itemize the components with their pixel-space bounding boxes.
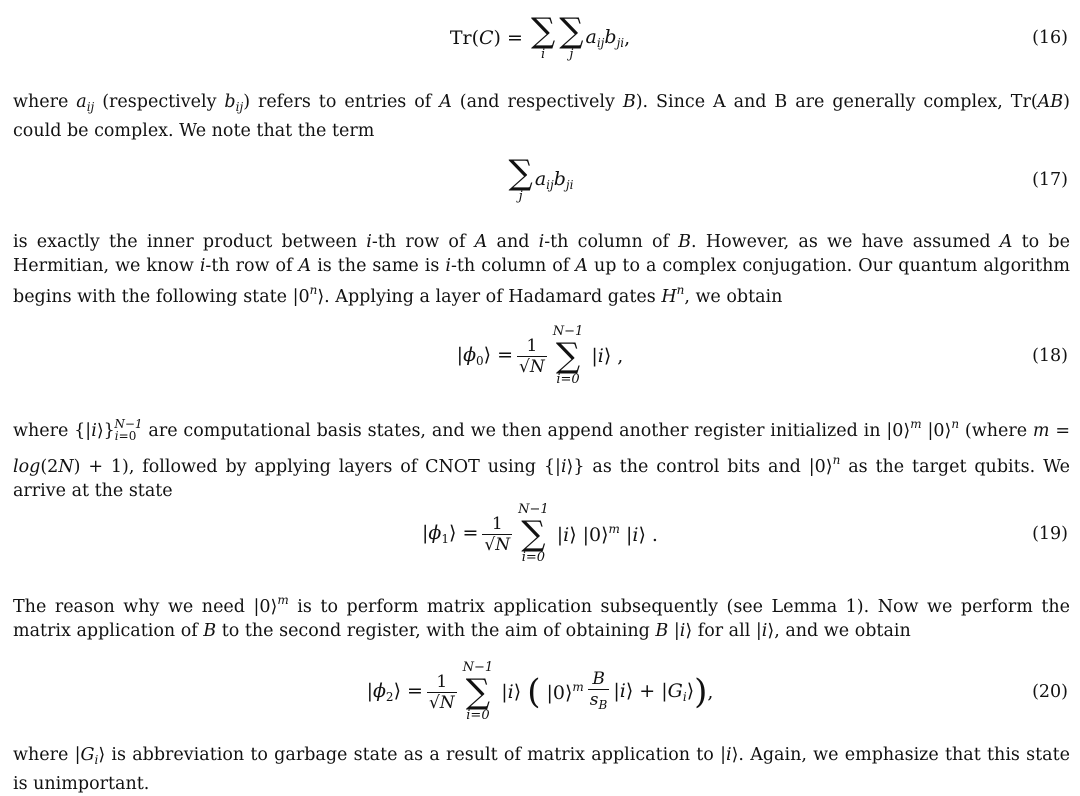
equation-20 <box>0 652 1080 732</box>
paragraph-text: is exactly the inner product between i-th row of A and i-th column of B. However, as we have assumed A to be Hermitian, we know i-th row of A is the same is i-th column of A up to a complex conjugation. Our quantum algorithm begins with the following state |0$^n$⟩. Applying a layer of Hadamard gates $H^n$, we obtain <box>13 232 1070 307</box>
paragraph <box>13 412 1070 503</box>
paragraph-text: where $|G_i⟩$ is abbreviation to garbage state as a result of matrix application to |i⟩. Again, we emphasize that this state is unimportant. <box>13 745 1070 794</box>
equation-18-body: $|\phi_0⟩$ = $\frac{1}{√N}$ N−1 ∑ i=0 |i⟩ , <box>456 324 624 387</box>
equation-number: (16) <box>1032 28 1068 48</box>
equation-17-body: ∑ j $a_{ij}b_{ji}$ <box>508 153 574 204</box>
equation-16-body: Tr(C) = ∑ i ∑ j $a_{ij}b_{ji}$ , <box>449 11 631 62</box>
equation-number: (17) <box>1032 170 1068 190</box>
paragraph <box>13 588 1070 643</box>
paragraph <box>13 230 1070 309</box>
equation-20-body: $|\phi_2⟩$ = $\frac{1}{√N}$ N−1 ∑ i=0 |i⟩ ( |0⟩$^m$ $\frac{B}{s_B}$ |i⟩ + $|G_i⟩$ ) , <box>366 660 714 723</box>
equation-19 <box>0 496 1080 572</box>
equation-number: (19) <box>1032 524 1068 544</box>
equation-18 <box>0 318 1080 394</box>
equation-19-body: $|\phi_1⟩$ = $\frac{1}{√N}$ N−1 ∑ i=0 |i⟩ |0⟩$^m$ |i⟩ . <box>422 502 658 565</box>
equation-17 <box>0 148 1080 212</box>
paragraph <box>13 90 1070 143</box>
paragraph <box>13 743 1070 796</box>
equation-number: (20) <box>1032 682 1068 702</box>
paragraph-text: The reason why we need |0⟩$^m$ is to perform matrix application subsequently (see Lemma 1). Now we perform the matrix application of B to the second register, with the aim of obtaining B |i⟩ for all |i⟩, and we obtain <box>13 593 1070 641</box>
equation-16 <box>0 8 1080 68</box>
paragraph-text: where $\{|i⟩\}_{i=0}^{N-1}$ are computational basis states, and we then append another register initialized in |0⟩$^m$ |0⟩$^n$ (where m = log(2N) + 1), followed by applying layers of CNOT using {|i⟩} as the control bits and |0⟩$^n$ as the target qubits. We arrive at the state <box>13 417 1071 501</box>
paragraph-text: where $a_{ij}$ (respectively $b_{ij}$) refers to entries of A (and respectively B). Since A and B are generally complex, Tr(AB) could be complex. We note that the term <box>13 92 1070 141</box>
equation-number: (18) <box>1032 346 1068 366</box>
